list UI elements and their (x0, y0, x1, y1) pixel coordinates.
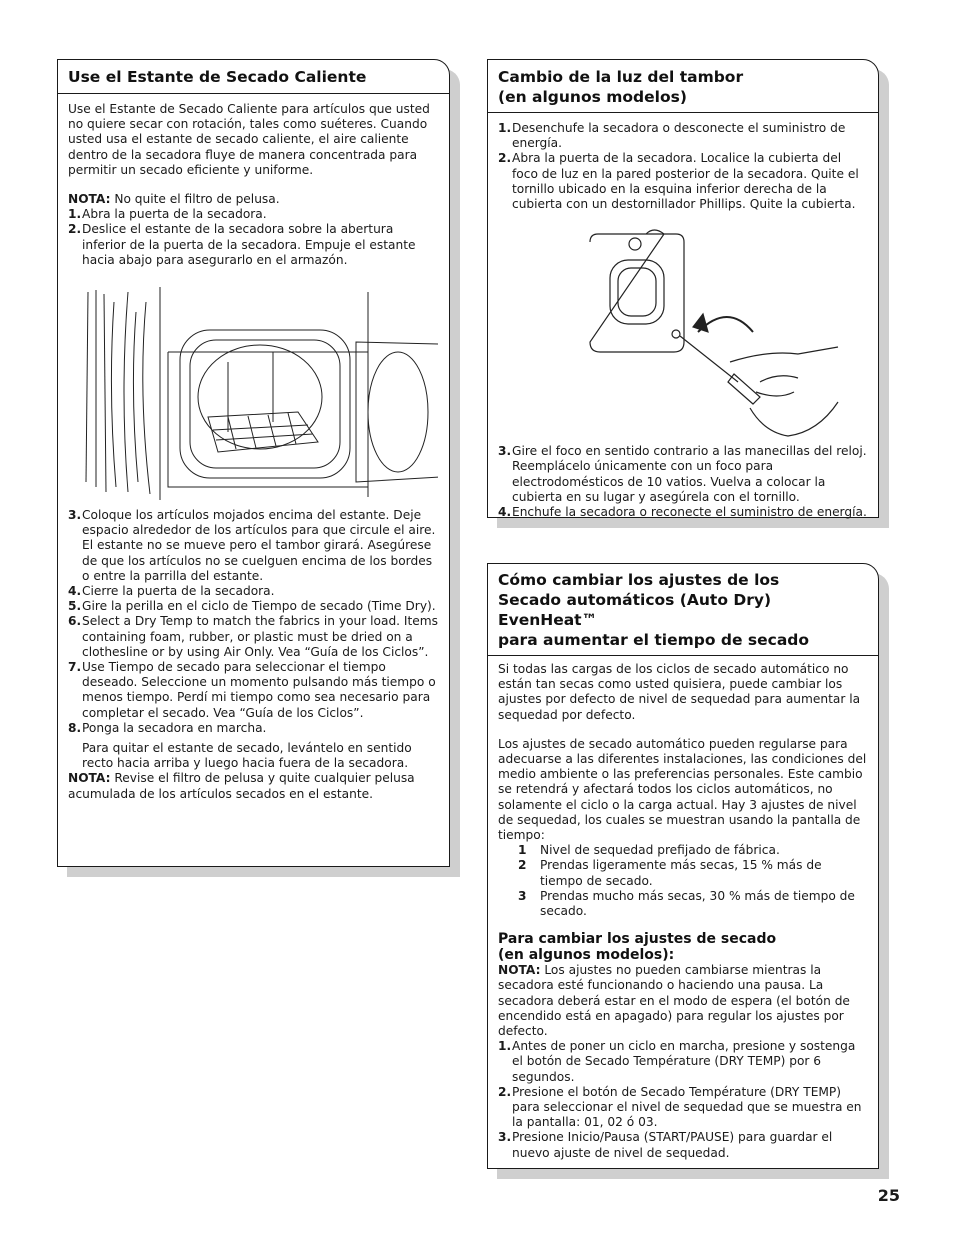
note-label: NOTA: (68, 192, 111, 207)
auto-dry-settings-section (487, 563, 879, 1169)
drum-light-section (487, 59, 879, 518)
list-item: 6. Select a Dry Temp to match the fabrics in your load. Items containing foam, rubber, or plastic must be dried on a clothesline or by using Air Only. Vea “Guía de los Ciclos”. (68, 614, 439, 659)
list-item: 4. Cierre la puerta de la secadora. (68, 584, 275, 599)
section-body (488, 656, 878, 1161)
list-item: 2. Presione el botón de Secado Température (DRY TEMP) para seleccionar el nivel de sequedad que se muestra en la pantalla: 01, 02 ó 03. (498, 1084, 862, 1130)
list-item: 3. Gire el foco en sentido contrario a las manecillas del reloj. Reemplácelo únicamente con un foco para electrodomésticos de 10 vatios. Vuelva a colocar la cubierta en su lugar y asegúrela con el tornillo. (498, 444, 867, 504)
paragraph: Los ajustes de secado automático pueden regularse para adecuarse a las diferentes instalaciones, las condiciones del medio ambiente o las preferencias personales. Este cambio se retendrá y afectará todos los ciclos automáticos, no solamente el ciclo o la carga actual. Hay 3 ajustes de nivel de sequedad, los cuales se muestran usando la pantalla de tiempo: (498, 736, 867, 843)
note (498, 963, 868, 1039)
steps-list (68, 207, 439, 268)
list-item: 3 Prendas mucho más secas, 30 % más de tiempo de secado. (518, 888, 855, 919)
section-title-line2: Secado automáticos (Auto Dry) EvenHeat™ (498, 591, 772, 629)
list-item: 4. Enchufe la secadora o reconecte el suministro de energía. (498, 505, 867, 520)
section-title-line3: para aumentar el tiempo de secado (498, 631, 810, 649)
page-number: 25 (877, 1186, 900, 1205)
subsection-title-line2: (en algunos modelos): (498, 947, 675, 964)
steps-list (498, 121, 868, 212)
subsection-title (498, 931, 868, 963)
note-text: No quite el filtro de pelusa. (110, 192, 280, 207)
list-item: 3. Presione Inicio/Pausa (START/PAUSE) para guardar el nuevo ajuste de nivel de sequedad. (498, 1130, 833, 1160)
note-text: Revise el filtro de pelusa y quite cualquier pelusa acumulada de los artículos secados en el estante. (68, 771, 415, 801)
steps-list (498, 1039, 868, 1161)
list-item: 1 Nivel de sequedad prefijado de fábrica. (518, 843, 780, 858)
steps-list-continued (68, 508, 439, 736)
list-item: 1. Desenchufe la secadora o desconecte el suministro de energía. (498, 121, 846, 151)
note-label: NOTA: (498, 963, 541, 978)
section-header (488, 564, 878, 656)
note (68, 771, 439, 801)
list-item: 3. Coloque los artículos mojados encima del estante. Deje espacio alrededor de los artículos para que circule el aire. El estante no se mueve pero el tambor girará. Asegúrese de que los artículos no se cuelguen encima de los bordes o entre la parrilla del estante. (68, 508, 436, 583)
list-item: 2. Deslice el estante de la secadora sobre la abertura inferior de la puerta de la secadora. Empuje el estante hacia abajo para asegurarlo en el armazón. (68, 222, 416, 267)
section-title-line2: (en algunos modelos) (498, 88, 687, 106)
dryness-levels-list (498, 843, 868, 919)
note-label: NOTA: (68, 771, 111, 786)
section-body (58, 94, 449, 802)
subsection-title-line1: Para cambiar los ajustes de secado (498, 931, 777, 948)
section-header (488, 60, 878, 113)
remove-rack-text: Para quitar el estante de secado, levántelo en sentido recto hacia arriba y luego hacia fuera de la secadora. (82, 741, 412, 771)
list-item: 7. Use Tiempo de secado para seleccionar el tiempo deseado. Seleccione un momento pulsando más tiempo o menos tiempo. Perdí mi tiempo como sea necesario para completar el secado. Vea “Guía de los Ciclos”. (68, 660, 436, 720)
section-title-line1: Cambio de la luz del tambor (498, 68, 744, 86)
list-item: 1. Antes de poner un ciclo en marcha, presione y sostenga el botón de Secado Température (DRY TEMP) por 6 segundos. (498, 1039, 856, 1084)
list-item: 8. Ponga la secadora en marcha. (68, 720, 267, 735)
drying-rack-section (57, 59, 450, 867)
list-item: 2. Abra la puerta de la secadora. Localice la cubierta del foco de luz en la pared posterior de la secadora. Quite el tornillo ubicado en la esquina inferior derecha de la cubierta con un destornillador Phillips. Quite la cubierta. (498, 151, 859, 212)
section-title: Use el Estante de Secado Caliente (68, 68, 367, 86)
section-title-line1: Cómo cambiar los ajustes de los (498, 571, 780, 589)
list-item: 2 Prendas ligeramente más secas, 15 % más de tiempo de secado. (518, 858, 822, 888)
light-cover-illustration (498, 222, 868, 438)
drying-rack-illustration (68, 282, 439, 504)
note-text: Los ajustes no pueden cambiarse mientras la secadora esté funcionando o haciendo una pausa. La secadora deberá estar en el modo de espera (el botón de encendido está en apagado) para regular los ajustes por defecto. (498, 963, 850, 1039)
list-item: 5. Gire la perilla en el ciclo de Tiempo de secado (Time Dry). (68, 599, 436, 614)
paragraph: Si todas las cargas de los ciclos de secado automático no están tan secas como usted quisiera, puede cambiar los ajustes por defecto de nivel de sequedad para aumentar la sequedad por defecto. (498, 662, 861, 722)
note (68, 192, 439, 207)
steps-list-continued (498, 444, 868, 520)
list-item: 1. Abra la puerta de la secadora. (68, 207, 267, 222)
intro-paragraph: Use el Estante de Secado Caliente para artículos que usted no quiere secar con rotación, tales como suéteres. Cuando usted usa el estante de secado caliente, el aire caliente dentro de la secadora fluye de manera concentrada para permitir un secado eficiente y uniforme. (68, 102, 430, 177)
section-body (488, 113, 878, 520)
section-header (58, 60, 449, 94)
